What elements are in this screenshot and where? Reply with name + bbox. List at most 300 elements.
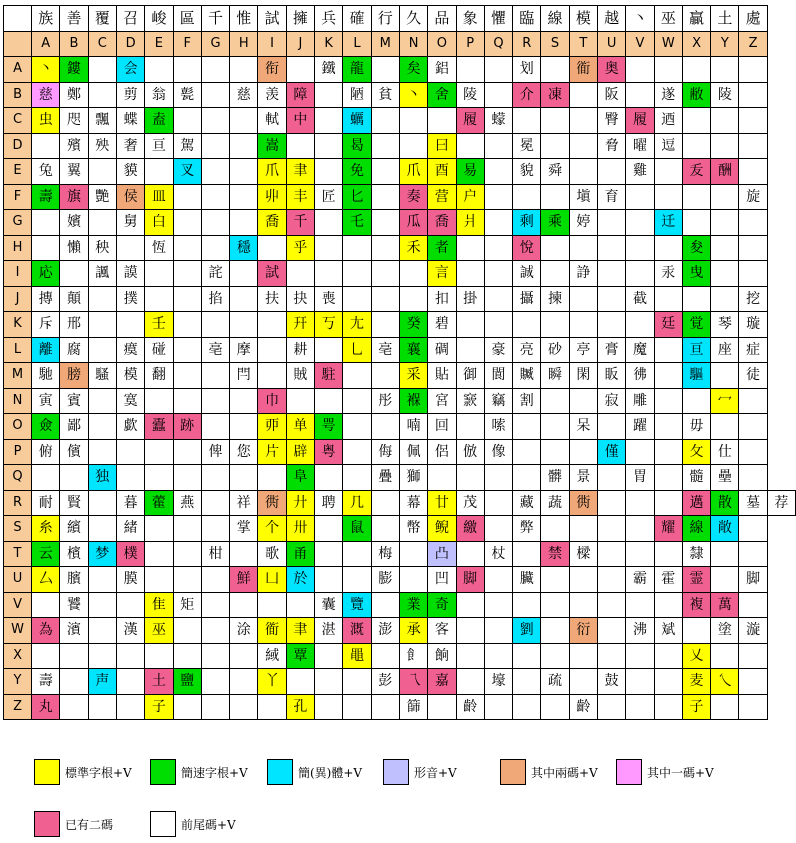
grid-cell: 廾 (286, 490, 314, 516)
grid-cell: 障 (286, 82, 314, 108)
grid-cell: 貌 (513, 159, 541, 185)
grid-cell (654, 439, 682, 465)
grid-cell: 試 (258, 261, 286, 287)
grid-cell (598, 312, 626, 338)
grid-cell: 閑 (569, 363, 597, 389)
grid-cell: 暮 (116, 490, 144, 516)
grid-cell: 霍 (654, 567, 682, 593)
grid-cell: 溉 (343, 618, 371, 644)
grid-cell (201, 184, 229, 210)
grid-cell: 邁 (682, 490, 710, 516)
grid-cell (626, 57, 654, 83)
grid-cell (173, 57, 201, 83)
grid-cell: 营 (428, 184, 456, 210)
grid-cell (654, 159, 682, 185)
grid-cell (173, 235, 201, 261)
grid-cell (682, 108, 710, 134)
table-row (4, 312, 796, 338)
grid-cell (201, 388, 229, 414)
grid-cell: 饕 (60, 592, 88, 618)
grid-cell: 免 (343, 159, 371, 185)
grid-cell (456, 235, 484, 261)
column-letter: F (173, 31, 201, 57)
grid-cell (88, 286, 116, 312)
grid-cell (711, 133, 739, 159)
grid-cell: 旋 (739, 184, 767, 210)
grid-cell (626, 210, 654, 236)
row-label: L (4, 337, 32, 363)
grid-cell (173, 210, 201, 236)
grid-cell (456, 643, 484, 669)
grid-cell (598, 694, 626, 720)
grid-cell: 介 (513, 82, 541, 108)
column-letter: C (88, 31, 116, 57)
header-char: 丶 (626, 6, 654, 32)
grid-cell (343, 439, 371, 465)
grid-cell (711, 643, 739, 669)
grid-cell: 碧 (428, 312, 456, 338)
grid-cell (343, 286, 371, 312)
grid-cell (682, 618, 710, 644)
grid-cell (116, 669, 144, 695)
column-letter: U (598, 31, 626, 57)
grid-cell (654, 694, 682, 720)
header-char: 確 (343, 6, 371, 32)
row-label: Y (4, 669, 32, 695)
grid-cell (541, 516, 569, 542)
grid-cell: 掐 (201, 286, 229, 312)
grid-cell: 喬 (428, 210, 456, 236)
grid-cell (569, 439, 597, 465)
grid-cell: 剩 (513, 210, 541, 236)
grid-cell: 贓 (513, 363, 541, 389)
grid-cell: 閬 (484, 363, 512, 389)
grid-cell (258, 337, 286, 363)
grid-cell: 子 (682, 694, 710, 720)
table-row (4, 465, 796, 491)
grid-cell (371, 108, 399, 134)
grid-cell (230, 286, 258, 312)
grid-cell: 回 (428, 414, 456, 440)
grid-cell (513, 439, 541, 465)
grid-cell (315, 337, 343, 363)
grid-cell (88, 439, 116, 465)
legend-label: 已有二碼 (65, 817, 114, 832)
column-letter: I (258, 31, 286, 57)
grid-cell: 寞 (116, 388, 144, 414)
grid-cell (456, 618, 484, 644)
grid-cell (88, 516, 116, 542)
grid-cell: 曜 (626, 133, 654, 159)
grid-cell (88, 337, 116, 363)
row-label: W (4, 618, 32, 644)
grid-cell: 璇 (739, 312, 767, 338)
grid-cell (513, 592, 541, 618)
grid-cell (88, 592, 116, 618)
legend-item (616, 759, 714, 785)
grid-cell (173, 388, 201, 414)
legend-label: 標準字根+V (65, 765, 132, 780)
grid-cell (513, 414, 541, 440)
grid-cell (484, 159, 512, 185)
grid-cell (371, 592, 399, 618)
grid-cell: 亳 (371, 337, 399, 363)
table-row (4, 541, 796, 567)
table-row (4, 567, 796, 593)
grid-cell: 諍 (569, 261, 597, 287)
column-letter: B (60, 31, 88, 57)
grid-cell (626, 439, 654, 465)
grid-cell (230, 57, 258, 83)
grid-cell (371, 414, 399, 440)
legend-label: 簡速字根+V (181, 765, 248, 780)
grid-cell (428, 694, 456, 720)
grid-cell (484, 82, 512, 108)
grid-cell (60, 465, 88, 491)
grid-cell (739, 388, 767, 414)
grid-cell: 諷 (88, 261, 116, 287)
grid-cell (428, 108, 456, 134)
grid-cell: 呆 (569, 414, 597, 440)
grid-cell (258, 312, 286, 338)
grid-cell (173, 184, 201, 210)
grid-cell (343, 261, 371, 287)
header-char: 峻 (145, 6, 173, 32)
grid-cell: 繳 (456, 516, 484, 542)
grid-cell: 迺 (654, 108, 682, 134)
grid-cell: 散 (711, 490, 739, 516)
table-row (4, 669, 796, 695)
grid-cell (173, 643, 201, 669)
grid-cell (626, 643, 654, 669)
grid-cell (569, 516, 597, 542)
grid-cell: 応 (32, 261, 60, 287)
grid-cell: 梅 (371, 541, 399, 567)
grid-cell (258, 694, 286, 720)
grid-cell (541, 388, 569, 414)
grid-cell: 湛 (315, 618, 343, 644)
grid-cell (230, 541, 258, 567)
grid-cell: 尢 (343, 312, 371, 338)
grid-cell: 划 (513, 57, 541, 83)
grid-cell: 敞 (711, 516, 739, 542)
grid-cell (711, 210, 739, 236)
grid-cell: 疏 (541, 669, 569, 695)
grid-cell: 蠣 (343, 108, 371, 134)
grid-cell (201, 210, 229, 236)
grid-cell (201, 82, 229, 108)
grid-cell: 壬 (145, 312, 173, 338)
grid-cell: 誠 (513, 261, 541, 287)
grid-cell: 叉 (173, 159, 201, 185)
table-row (4, 694, 796, 720)
grid-cell: 霊 (682, 567, 710, 593)
grid-cell: 羡 (258, 82, 286, 108)
grid-cell: 懶 (60, 235, 88, 261)
grid-cell: 耐 (32, 490, 60, 516)
grid-cell (201, 108, 229, 134)
table-row (4, 618, 796, 644)
grid-cell (739, 57, 767, 83)
grid-cell (711, 108, 739, 134)
grid-cell: 鼠 (343, 516, 371, 542)
grid-cell (201, 592, 229, 618)
grid-cell: 截 (626, 286, 654, 312)
grid-cell: 覽 (343, 592, 371, 618)
grid-cell: 奏 (399, 184, 427, 210)
grid-cell (116, 312, 144, 338)
grid-cell (484, 694, 512, 720)
grid-cell (230, 694, 258, 720)
grid-cell: 咢 (315, 414, 343, 440)
table-row (4, 337, 796, 363)
grid-cell: 臟 (513, 567, 541, 593)
grid-cell: 个 (258, 516, 286, 542)
column-letter: N (399, 31, 427, 57)
header-char: 土 (711, 6, 739, 32)
legend-swatch (150, 759, 176, 785)
grid-cell (513, 465, 541, 491)
grid-cell (371, 57, 399, 83)
grid-cell (116, 694, 144, 720)
grid-cell (145, 643, 173, 669)
grid-cell: 履 (456, 108, 484, 134)
grid-cell (88, 567, 116, 593)
grid-cell: 翼 (60, 159, 88, 185)
grid-cell (598, 286, 626, 312)
grid-cell: 糸 (32, 516, 60, 542)
grid-cell: 濱 (60, 618, 88, 644)
grid-cell (145, 516, 173, 542)
row-label: V (4, 592, 32, 618)
table-row (4, 133, 796, 159)
grid-cell: 於 (286, 567, 314, 593)
grid-cell: 爪 (258, 159, 286, 185)
grid-cell: 爿 (456, 210, 484, 236)
grid-cell: 喬 (258, 210, 286, 236)
grid-cell (286, 57, 314, 83)
table-row (4, 261, 796, 287)
grid-cell (371, 133, 399, 159)
grid-cell (569, 388, 597, 414)
grid-cell (541, 235, 569, 261)
grid-cell: 塗 (711, 618, 739, 644)
grid-cell: 驅 (682, 363, 710, 389)
header-char: 千 (201, 6, 229, 32)
grid-cell: 陋 (343, 82, 371, 108)
grid-cell (711, 184, 739, 210)
row-label: E (4, 159, 32, 185)
header-char: 久 (399, 6, 427, 32)
grid-cell (32, 210, 60, 236)
grid-cell: 矩 (173, 592, 201, 618)
grid-cell (230, 669, 258, 695)
grid-cell: 檳 (60, 541, 88, 567)
grid-cell (343, 414, 371, 440)
header-char: 試 (258, 6, 286, 32)
row-label: C (4, 108, 32, 134)
table-row (4, 82, 796, 108)
grid-cell (598, 541, 626, 567)
grid-cell (711, 286, 739, 312)
grid-cell (399, 541, 427, 567)
grid-cell (626, 261, 654, 287)
grid-cell (145, 388, 173, 414)
table-row (4, 439, 796, 465)
grid-cell: 掛 (456, 286, 484, 312)
grid-cell: 扣 (428, 286, 456, 312)
grid-cell (371, 516, 399, 542)
header-char: 線 (541, 6, 569, 32)
grid-cell: 丰 (286, 184, 314, 210)
grid-cell: 毋 (682, 414, 710, 440)
grid-cell (201, 490, 229, 516)
row-label: T (4, 541, 32, 567)
grid-cell: 抉 (286, 286, 314, 312)
grid-cell (711, 363, 739, 389)
grid-cell: 遂 (654, 82, 682, 108)
column-letter: P (456, 31, 484, 57)
table-row (4, 210, 796, 236)
row-label: G (4, 210, 32, 236)
grid-cell (173, 286, 201, 312)
grid-cell (371, 184, 399, 210)
grid-cell (315, 567, 343, 593)
legend-item (267, 759, 362, 785)
grid-cell: 乁 (399, 669, 427, 695)
grid-cell (399, 108, 427, 134)
grid-cell (145, 439, 173, 465)
grid-cell (513, 312, 541, 338)
grid-cell: 聿 (286, 159, 314, 185)
grid-cell (173, 439, 201, 465)
grid-cell: 白 (145, 210, 173, 236)
grid-cell (258, 465, 286, 491)
grid-cell: 禾 (399, 235, 427, 261)
grid-cell: 矣 (399, 57, 427, 83)
grid-cell: 琴 (711, 312, 739, 338)
grid-cell: 巾 (258, 388, 286, 414)
grid-cell (654, 465, 682, 491)
grid-cell (201, 57, 229, 83)
grid-cell: 僅 (598, 439, 626, 465)
grid-cell: 俯 (32, 439, 60, 465)
grid-cell (654, 541, 682, 567)
grid-cell: 乚 (343, 337, 371, 363)
grid-cell (569, 159, 597, 185)
grid-cell (484, 643, 512, 669)
header-char: 召 (116, 6, 144, 32)
grid-cell: 繽 (60, 516, 88, 542)
grid-cell: 迁 (654, 210, 682, 236)
grid-cell: 墓 (739, 490, 767, 516)
grid-cell (484, 133, 512, 159)
table-row (4, 57, 796, 83)
grid-cell (173, 363, 201, 389)
grid-cell: 臀 (598, 108, 626, 134)
grid-cell (682, 57, 710, 83)
grid-cell: 中 (286, 108, 314, 134)
grid-cell (371, 694, 399, 720)
grid-cell: 髓 (682, 465, 710, 491)
grid-cell (371, 490, 399, 516)
grid-cell: 貼 (428, 363, 456, 389)
grid-cell (541, 439, 569, 465)
grid-cell: 座 (711, 337, 739, 363)
column-letter: K (315, 31, 343, 57)
grid-cell (371, 235, 399, 261)
grid-cell (286, 261, 314, 287)
grid-cell (145, 286, 173, 312)
grid-cell (484, 465, 512, 491)
grid-cell (739, 210, 767, 236)
grid-cell: 舜 (541, 159, 569, 185)
grid-cell (569, 108, 597, 134)
grid-cell (541, 108, 569, 134)
grid-cell: 奥 (598, 57, 626, 83)
grid-cell (569, 643, 597, 669)
header-char: 懼 (484, 6, 512, 32)
grid-cell: 謨 (116, 261, 144, 287)
grid-cell (541, 57, 569, 83)
grid-cell: 沸 (626, 618, 654, 644)
legend-swatch (383, 759, 409, 785)
grid-cell: 倣 (456, 439, 484, 465)
grid-cell: 皿 (145, 184, 173, 210)
grid-cell (315, 261, 343, 287)
grid-cell: 樑 (569, 541, 597, 567)
grid-cell: 窾 (456, 388, 484, 414)
grid-cell (116, 465, 144, 491)
grid-cell: 片 (258, 439, 286, 465)
grid-cell (456, 592, 484, 618)
grid-cell: 豪 (484, 337, 512, 363)
grid-cell (654, 388, 682, 414)
grid-cell (484, 618, 512, 644)
grid-cell (258, 363, 286, 389)
grid-cell: 寅 (32, 388, 60, 414)
grid-cell: 侮 (371, 439, 399, 465)
grid-cell (60, 669, 88, 695)
grid-cell (456, 541, 484, 567)
grid-cell: 卅 (286, 516, 314, 542)
grid-cell: 声 (88, 669, 116, 695)
grid-cell: 線 (682, 516, 710, 542)
grid-cell: 咫 (60, 108, 88, 134)
legend-label: 其中一碼+V (647, 765, 714, 780)
grid-cell (371, 261, 399, 287)
grid-cell: 鏤 (60, 57, 88, 83)
grid-cell (145, 159, 173, 185)
grid-cell: 麦 (682, 669, 710, 695)
grid-cell (315, 643, 343, 669)
grid-cell (541, 643, 569, 669)
table-row (4, 184, 796, 210)
grid-cell (116, 439, 144, 465)
grid-cell (654, 643, 682, 669)
grid-cell (598, 414, 626, 440)
grid-cell (513, 643, 541, 669)
grid-cell: 嬪 (60, 210, 88, 236)
grid-cell (173, 567, 201, 593)
grid-cell: 霸 (626, 567, 654, 593)
grid-cell (598, 490, 626, 516)
grid-cell: 嗦 (484, 414, 512, 440)
grid-cell: 厶 (32, 567, 60, 593)
grid-cell: 歌 (258, 541, 286, 567)
grid-cell (286, 133, 314, 159)
grid-cell: 膜 (116, 567, 144, 593)
